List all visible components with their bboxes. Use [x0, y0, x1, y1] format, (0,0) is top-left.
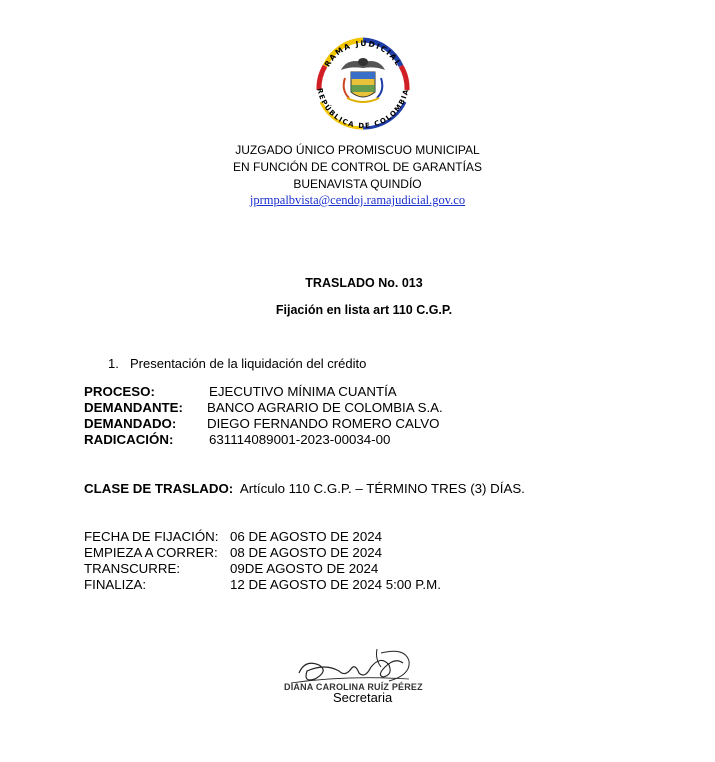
field-label: RADICACIÓN: [84, 432, 174, 447]
clase-value: Artículo 110 C.G.P. – TÉRMINO TRES (3) DÍAS. [239, 481, 525, 496]
court-email-link[interactable]: jprmpalbvista@cendoj.ramajudicial.gov.co [249, 193, 466, 207]
court-name-line1: JUZGADO ÚNICO PROMISCUO MUNICIPAL [235, 143, 480, 157]
date-value: 08 DE AGOSTO DE 2024 [230, 545, 383, 560]
field-value: 631114089001-2023-00034-00 [209, 432, 391, 447]
court-name-line2: EN FUNCIÓN DE CONTROL DE GARANTÍAS [233, 160, 482, 174]
list-item-text: Presentación de la liquidación del crédito [130, 356, 367, 371]
seal-top-text: RAMA JUDICIAL [322, 38, 404, 69]
date-row-finaliza [0, 577, 715, 593]
field-value: DIEGO FERNANDO ROMERO CALVO [207, 416, 440, 431]
field-label: DEMANDANTE: [84, 400, 183, 415]
seal-bottom-text: REPÚBLICA DE COLOMBIA [315, 87, 411, 131]
field-row-demandado [0, 416, 715, 432]
field-row-proceso [0, 384, 715, 400]
clase-traslado [84, 481, 525, 497]
field-row-radicacion [0, 432, 715, 448]
date-label: EMPIEZA A CORRER: [84, 545, 218, 560]
date-label: TRANSCURRE: [84, 561, 181, 576]
clase-label: CLASE DE TRASLADO: [84, 481, 234, 496]
field-label: PROCESO: [84, 384, 155, 399]
date-value: 09DE AGOSTO DE 2024 [230, 561, 379, 576]
coat-of-arms-icon [341, 58, 385, 102]
field-value: EJECUTIVO MÍNIMA CUANTÍA [209, 384, 397, 399]
date-label: FECHA DE FIJACIÓN: [84, 529, 219, 544]
date-row-transcurre [0, 561, 715, 577]
list-item-number: 1. [108, 356, 119, 371]
date-row-fijacion [0, 529, 715, 545]
court-location: BUENAVISTA QUINDÍO [293, 177, 422, 191]
list-item [108, 356, 366, 371]
signer-role: Secretaria [333, 690, 393, 705]
signer-name: DIANA CAROLINA RUÍZ PÉREZ [284, 682, 423, 692]
date-value: 12 DE AGOSTO DE 2024 5:00 P.M. [230, 577, 441, 592]
rama-judicial-seal [303, 28, 423, 134]
date-row-empieza [0, 545, 715, 561]
field-row-demandante [0, 400, 715, 416]
traslado-subtitle: Fijación en lista art 110 C.G.P. [275, 303, 453, 317]
field-label: DEMANDADO: [84, 416, 177, 431]
date-label: FINALIZA: [84, 577, 147, 592]
field-value: BANCO AGRARIO DE COLOMBIA S.A. [207, 400, 443, 415]
date-value: 06 DE AGOSTO DE 2024 [230, 529, 383, 544]
traslado-title: TRASLADO No. 013 [305, 276, 423, 290]
